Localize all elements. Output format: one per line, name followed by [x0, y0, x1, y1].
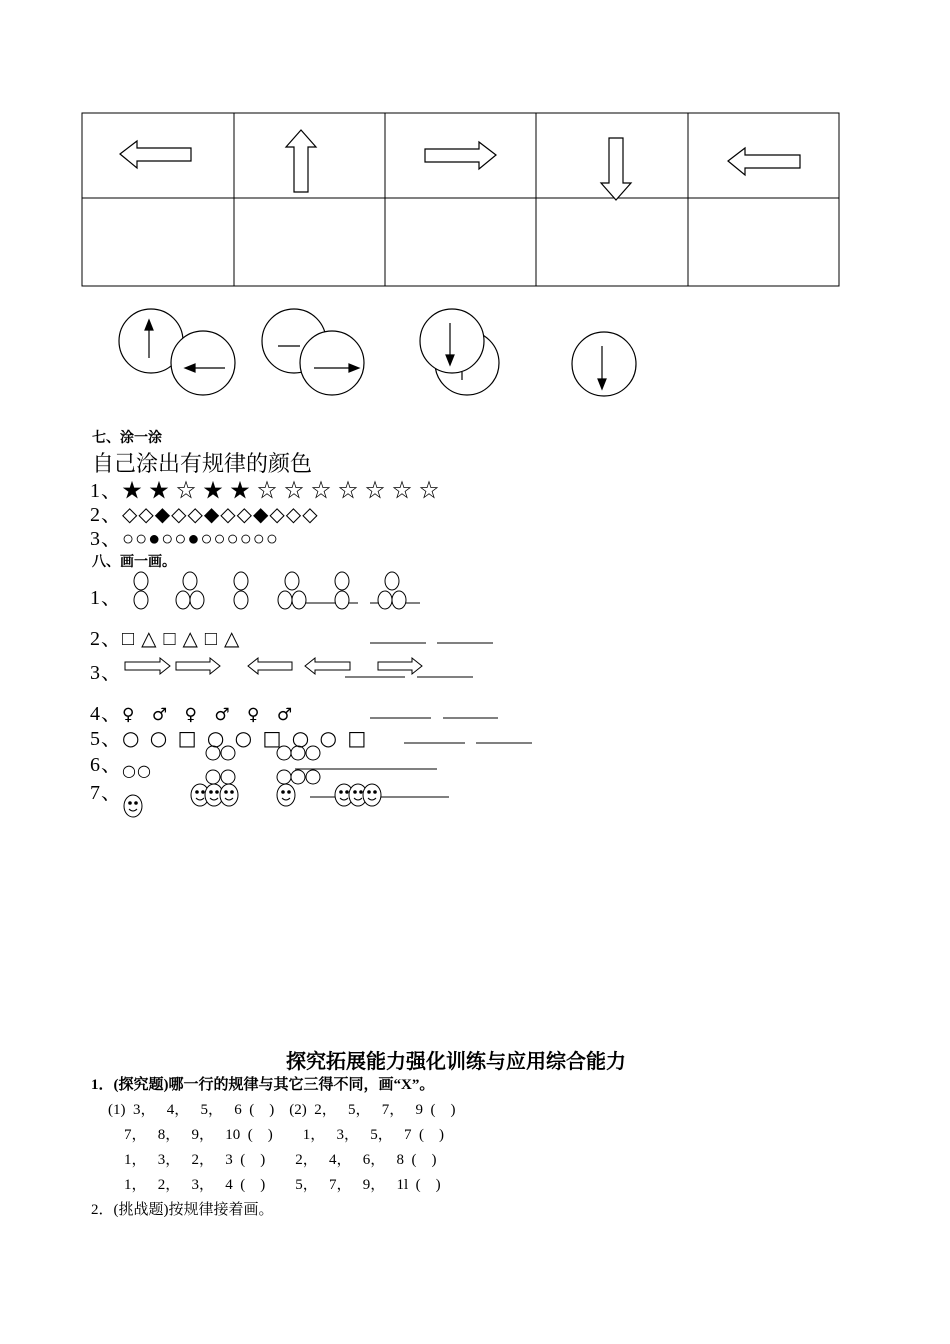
color-row-3	[90, 522, 279, 551]
arrow-table	[82, 113, 839, 286]
circle-arrow-icon	[119, 309, 235, 395]
section-7-instruction: 自己涂出有规律的颜色	[92, 451, 313, 476]
draw-row-2	[90, 622, 240, 651]
down-arrow-icon	[601, 138, 631, 200]
diamond-sequence: ◇◇◆◇◇◆◇◇◆◇◇◇	[122, 504, 319, 526]
smiley-icon	[124, 784, 449, 817]
question-1: 1．(探究题)哪一行的规律与其它三得不同，画“X”。	[91, 1077, 435, 1093]
row-label: 2、	[90, 628, 122, 650]
section-7-title: 七、涂一涂	[92, 431, 162, 446]
row-label: 2、	[90, 504, 122, 526]
draw-row-3-label: 3、	[90, 662, 122, 684]
circle-arrow-icon	[572, 332, 636, 396]
draw-row-7-label: 7、	[90, 782, 122, 804]
shape-sequence: □ △ □ △ □ △	[122, 628, 241, 650]
question-1-line-2: 7， 8， 9， 10 ( ) 1， 3， 5， 7 ( )	[124, 1127, 444, 1143]
draw-row-6	[90, 748, 152, 780]
flower-icon	[134, 572, 420, 609]
circle-arrow-icon	[262, 309, 364, 395]
shape-arrow-icon	[125, 658, 422, 674]
row-label: 6、	[90, 754, 122, 776]
right-arrow-icon	[425, 142, 496, 169]
draw-row-1-label: 1、	[90, 587, 122, 609]
row-label: 5、	[90, 728, 122, 750]
question-2: 2．(挑战题)按规律接着画。	[91, 1202, 274, 1218]
left-arrow-icon	[120, 141, 191, 168]
left-arrow-icon	[728, 148, 800, 175]
gender-symbol-sequence: ♀ ♂ ♀ ♂ ♀ ♂	[122, 705, 299, 725]
row-label: 4、	[90, 703, 122, 725]
star-sequence: ★ ★ ☆ ★ ★ ☆ ☆ ☆ ☆ ☆ ☆ ☆	[122, 480, 440, 502]
question-1-line-1: (1) 3， 4， 5， 6 ( ) (2) 2， 5， 7， 9 ( )	[108, 1102, 456, 1118]
circle-arrow-icon	[420, 309, 499, 395]
section-8-title: 八、画一画。	[92, 555, 176, 570]
circle-pair: ○○	[122, 761, 152, 780]
circle-sequence: ○○●○○●○○○○○○	[122, 528, 279, 550]
explore-heading: 探究拓展能力强化训练与应用综合能力	[286, 1051, 626, 1073]
question-1-line-3: 1， 3， 2， 3 ( ) 2， 4， 6， 8 ( )	[124, 1152, 437, 1168]
row-label: 1、	[90, 480, 122, 502]
up-arrow-icon	[286, 130, 316, 192]
row-label: 3、	[90, 528, 122, 550]
question-1-line-4: 1， 2， 3， 4 ( ) 5， 7， 9， 1l ( )	[124, 1177, 441, 1193]
circle-square-sequence: ○ ○ □ ○ ○ □ ○ ○ □	[122, 726, 369, 750]
draw-row-5	[90, 722, 368, 751]
